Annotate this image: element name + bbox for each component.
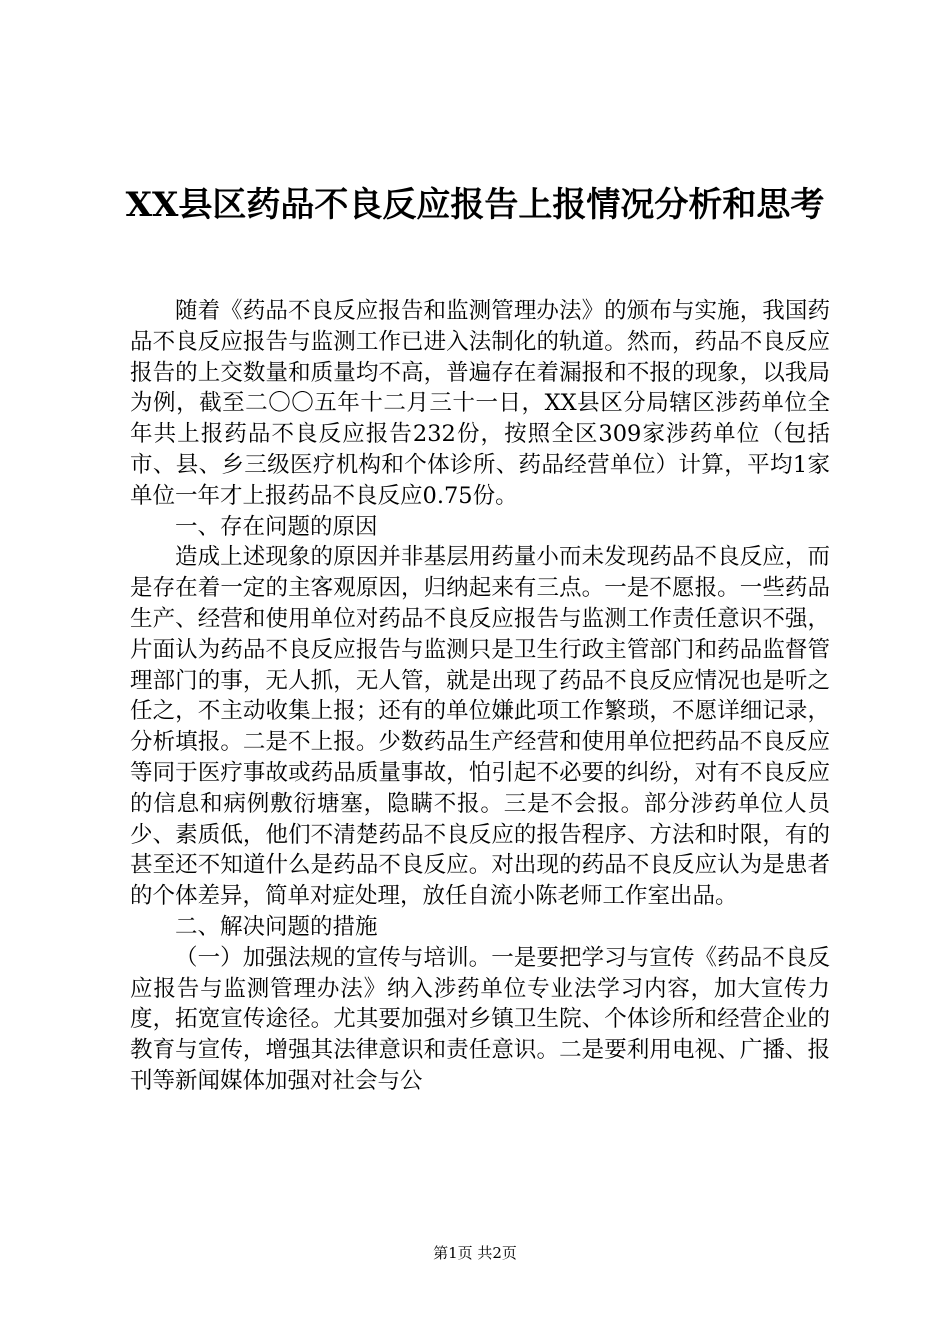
causes-paragraph: 造成上述现象的原因并非基层用药量小而未发现药品不良反应，而是存在着一定的主客观原因，归纳起来有三点。一是不愿报。一些药品生产、经营和使用单位对药品不良反应报告与监测工作责任意识不强，片面认为药品不良反应报告与监测只是卫生行政主管部门和药品监督管理部门的事，无人抓，无人管，就是出现了药品不良反应情况也是听之任之，不主动收集上报；还有的单位嫌此项工作繁琐，不愿详细记录，分析填报。二是不上报。少数药品生产经营和使用单位把药品不良反应等同于医疗事故或药品质量事故，怕引起不必要的纠纷，对有不良反应的信息和病例敷衍塘塞，隐瞒不报。三是不会报。部分涉药单位人员少、素质低，他们不清楚药品不良反应的报告程序、方法和时限，有的甚至还不知道什么是药品不良反应。对出现的药品不良反应认为是患者的个体差异，简单对症处理，放任自流小陈老师工作室出品。: [130, 544, 830, 910]
document-title: XX县区药品不良反应报告上报情况分析和思考: [125, 185, 825, 225]
document-body: [130, 296, 830, 1097]
section-heading-causes: 一、存在问题的原因: [175, 513, 378, 540]
measures-paragraph: （一）加强法规的宣传与培训。一是要把学习与宣传《药品不良反应报告与监测管理办法》纳入涉药单位专业法学习内容，加大宣传力度，拓宽宣传途径。尤其要加强对乡镇卫生院、个体诊所和经营企业的教育与宣传，增强其法律意识和责任意识。二是要利用电视、广播、报刊等新闻媒体加强对社会与公: [130, 944, 830, 1094]
section-heading-measures: 二、解决问题的措施: [175, 913, 378, 940]
intro-paragraph: 随着《药品不良反应报告和监测管理办法》的颁布与实施，我国药品不良反应报告与监测工作已进入法制化的轨道。然而，药品不良反应报告的上交数量和质量均不高，普遍存在着漏报和不报的现象，以我局为例，截至二〇〇五年十二月三十一日，XX县区分局辖区涉药单位全年共上报药品不良反应报告232份，按照全区309家涉药单位（包括市、县、乡三级医疗机构和个体诊所、药品经营单位）计算，平均1家单位一年才上报药品不良反应0.75份。: [130, 298, 830, 509]
page-footer: 第1页 共2页: [433, 1244, 517, 1262]
